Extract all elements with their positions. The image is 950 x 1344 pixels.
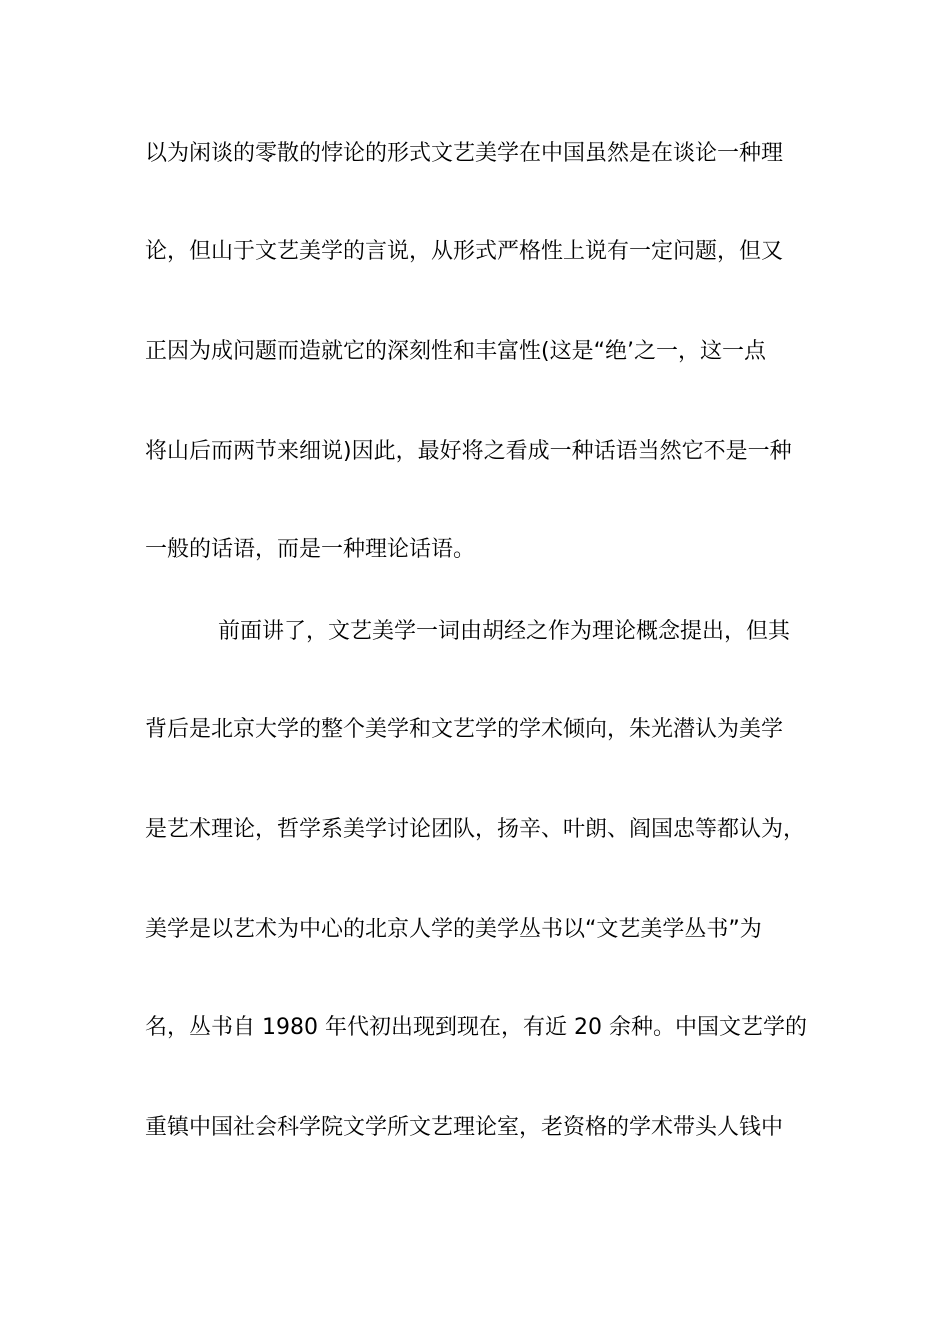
text-line: 正因为成问题而造就它的深刻性和丰富性(这是“绝’之一，这一点 <box>145 339 766 364</box>
text-line: 一般的话语，而是一种理论话语。 <box>145 537 476 562</box>
text-line: 以为闲谈的零散的悖论的形式文艺美学在中国虽然是在谈论一种理 <box>145 141 784 166</box>
text-line: 是艺术理论，哲学系美学讨论团队，扬辛、叶朗、阎国忠等都认为， <box>145 817 806 842</box>
paragraph-first-line: 前面讲了，文艺美学一词由胡经之作为理论概念提出，但其 <box>218 619 791 644</box>
text-line: 将山后而两节来细说)因此，最好将之看成一种话语当然它不是一种 <box>145 439 792 464</box>
text-line: 美学是以艺术为中心的北京人学的美学丛书以“文艺美学丛书”为 <box>145 917 762 942</box>
text-line: 重镇中国社会科学院文学所文艺理论室，老资格的学术带头人钱中 <box>145 1115 784 1140</box>
text-line: 名，丛书自 1980 年代初出现到现在，有近 20 余种。中国文艺学的 <box>145 1015 807 1040</box>
text-line: 背后是北京大学的整个美学和文艺学的学术倾向，朱光潜认为美学 <box>145 717 784 742</box>
text-line: 论，但山于文艺美学的言说，从形式严格性上说有一定问题，但又 <box>145 239 784 264</box>
